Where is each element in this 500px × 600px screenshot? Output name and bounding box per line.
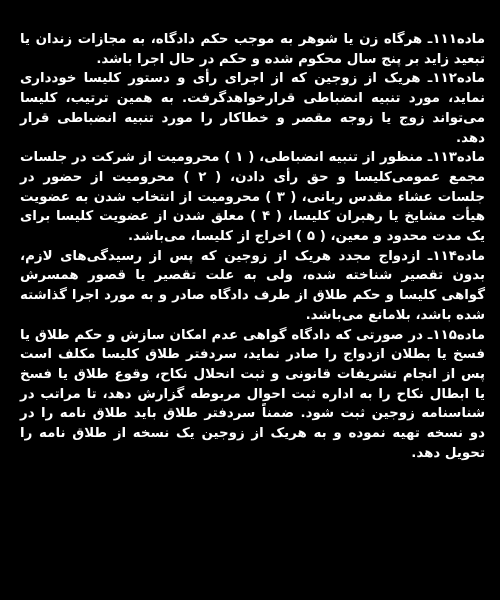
article-115-paragraph: ماده۱۱۵ـ در صورتی که دادگاه گواهی عدم امکان سازش و حکم طلاق یا فسخ یا بطلان ازدواج را صادر نماید، سردفتر طلاق کلیسا مکلف است پس از انجام تشریفات قانونی و ثبت انحلال نکاح، وقوع طلاق یا فسخ یا ابطال نکاح را به اداره ثبت احوال مربوطه گزارش دهد، تا مراتب در شناسنامه زوجین ثبت شود. ضمناً سردفتر طلاق باید طلاق نامه را در دو نسخه تهیه نموده و به هریک از زوجین یک نسخه از طلاق نامه را تحویل دهد. xyxy=(20,327,485,461)
article-113-paragraph: ماده۱۱۳ـ منظور از تنبیه انضباطی، ( ۱ ) محرومیت از شرکت در جلسات مجمع عمومی‌کلیسا و حق رأی دادن، ( ۲ ) محرومیت از حضور در جلسات عشاء مقدس ربانی، ( ۳ ) محرومیت از انتخاب شدن به عضویت هیأت مشایخ یا رهبران کلیسا، ( ۴ ) معلق شدن از عضویت کلیسا برای یک مدت محدود و معین، ( ۵ ) اخراج از کلیسا، می‌باشد. xyxy=(20,150,486,245)
document-body xyxy=(20,30,485,463)
article-111-paragraph: ماده۱۱۱ـ هرگاه زن یا شوهر به موجب حکم دادگاه، به مجازات زندان یا تبعید زاید بر پنج سال محکوم شده و حکم در حال اجرا باشد. xyxy=(20,32,485,67)
article-114-paragraph: ماده۱۱۴ـ ازدواج مجدد هریک از زوجین که پس از رسیدگی‌های لازم، بدون تقصیر شناخته شده، ولی به علت تقصیر یا قصور همسرش گواهی کلیسا و حکم طلاق از طرف دادگاه صادر و به مورد اجرا گذاشته شده باشد، بلامانع می‌باشد. xyxy=(20,248,485,323)
article-112-paragraph: ماده۱۱۲ـ هریک از زوجین که از اجرای رأی و دستور کلیسا خودداری نماید، مورد تنبیه انضباطی قرارخواهدگرفت. به همین ترتیب، کلیسا می‌تواند زوج یا زوجه مقصر و خطاکار را مورد تنبیه انضباطی قرار دهد. xyxy=(20,71,485,146)
